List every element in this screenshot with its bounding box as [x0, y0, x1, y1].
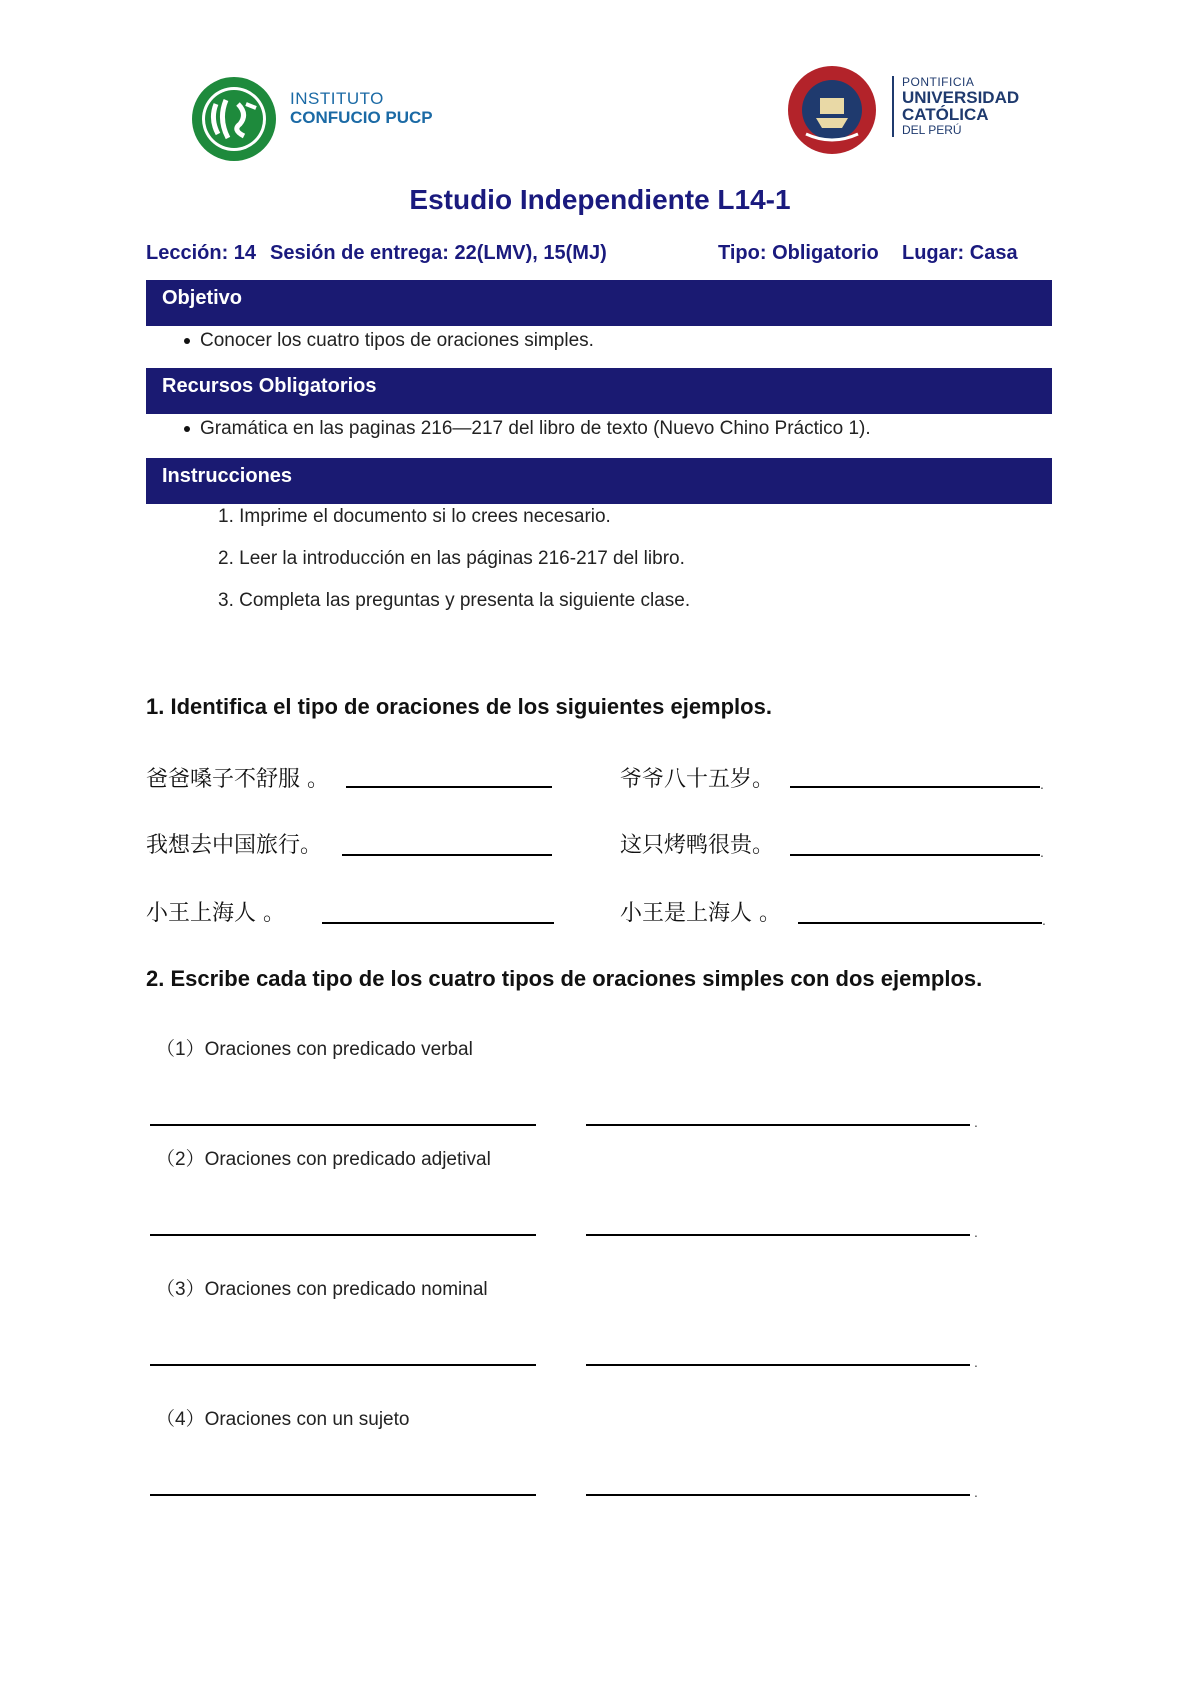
q2-item-sujeto: （4）Oraciones con un sujeto	[156, 1409, 410, 1430]
q2-item-nominal: （3）Oraciones con predicado nominal	[156, 1279, 488, 1300]
question2-heading: 2. Escribe cada tipo de los cuatro tipos de oraciones simples con dos ejemplos.	[146, 966, 983, 991]
pucp-logo	[786, 64, 1026, 156]
q1-trailing-period: .	[1040, 776, 1044, 792]
meta-place: Lugar: Casa	[902, 242, 1018, 264]
q1-answer-line[interactable]	[790, 786, 1040, 788]
instituto-confucio-logo	[188, 74, 468, 164]
instruccion-item-2: 2. Leer la introducción en las páginas 216-217 del libro.	[218, 548, 685, 569]
q1-sentence: 我想去中国旅行。	[146, 833, 323, 858]
instrucciones-header: Instrucciones	[146, 458, 1052, 504]
q1-trailing-period: .	[1042, 912, 1046, 928]
pucp-seal-icon	[786, 64, 882, 156]
q2-answer-line[interactable]	[150, 1364, 536, 1366]
q2-answer-line[interactable]	[150, 1234, 536, 1236]
pucp-logo-line4: DEL PERÚ	[902, 123, 962, 138]
q2-answer-line[interactable]	[586, 1494, 970, 1496]
q2-trailing-period: .	[974, 1484, 978, 1500]
q2-answer-line[interactable]	[586, 1124, 970, 1126]
q2-answer-line[interactable]	[150, 1494, 536, 1496]
q1-sentence: 这只烤鸭很贵。	[620, 833, 775, 858]
q1-answer-line[interactable]	[790, 854, 1040, 856]
instruccion-item-3: 3. Completa las preguntas y presenta la siguiente clase.	[218, 590, 691, 611]
meta-session: Sesión de entrega: 22(LMV), 15(MJ)	[270, 242, 607, 264]
q1-sentence: 小王上海人 。	[146, 901, 285, 926]
pucp-logo-line2: UNIVERSIDAD	[902, 87, 1020, 107]
objetivo-header: Objetivo	[146, 280, 1052, 326]
q2-answer-line[interactable]	[150, 1124, 536, 1126]
meta-lesson: Lección: 14	[146, 242, 257, 264]
pucp-logo-line1: PONTIFICIA	[902, 75, 975, 89]
recursos-item-text: Gramática en las paginas 216—217 del libro de texto (Nuevo Chino Práctico 1).	[200, 418, 871, 439]
q1-sentence: 爸爸嗓子不舒服 。	[146, 767, 329, 792]
objetivo-item-text: Conocer los cuatro tipos de oraciones simples.	[200, 330, 594, 351]
q1-trailing-period: .	[1040, 844, 1044, 860]
q1-sentence: 爷爷八十五岁。	[620, 767, 775, 792]
confucio-logo-line1: INSTITUTO	[290, 89, 384, 108]
q2-trailing-period: .	[974, 1114, 978, 1130]
q2-trailing-period: .	[974, 1354, 978, 1370]
q1-answer-line[interactable]	[342, 854, 552, 856]
recursos-header: Recursos Obligatorios	[146, 368, 1052, 414]
q1-sentence: 小王是上海人 。	[620, 901, 781, 926]
confucio-emblem-icon	[188, 74, 284, 164]
meta-type: Tipo: Obligatorio	[718, 242, 879, 264]
pucp-logo-line3: CATÓLICA	[902, 105, 989, 125]
q2-item-verbal: （1）Oraciones con predicado verbal	[156, 1039, 473, 1060]
recursos-item	[184, 418, 871, 440]
instruccion-item-1: 1. Imprime el documento si lo crees necesario.	[218, 506, 611, 527]
question1-heading: 1. Identifica el tipo de oraciones de los siguientes ejemplos.	[146, 694, 772, 719]
objetivo-item	[184, 330, 594, 352]
document-title: Estudio Independiente L14-1	[409, 184, 791, 215]
q2-answer-line[interactable]	[586, 1234, 970, 1236]
q2-trailing-period: .	[974, 1224, 978, 1240]
bullet-icon	[184, 338, 190, 344]
q1-answer-line[interactable]	[798, 922, 1042, 924]
q2-item-adjetival: （2）Oraciones con predicado adjetival	[156, 1149, 491, 1170]
confucio-logo-line2: CONFUCIO PUCP	[290, 107, 433, 127]
q1-answer-line[interactable]	[346, 786, 552, 788]
q1-answer-line[interactable]	[322, 922, 554, 924]
bullet-icon	[184, 426, 190, 432]
q2-answer-line[interactable]	[586, 1364, 970, 1366]
